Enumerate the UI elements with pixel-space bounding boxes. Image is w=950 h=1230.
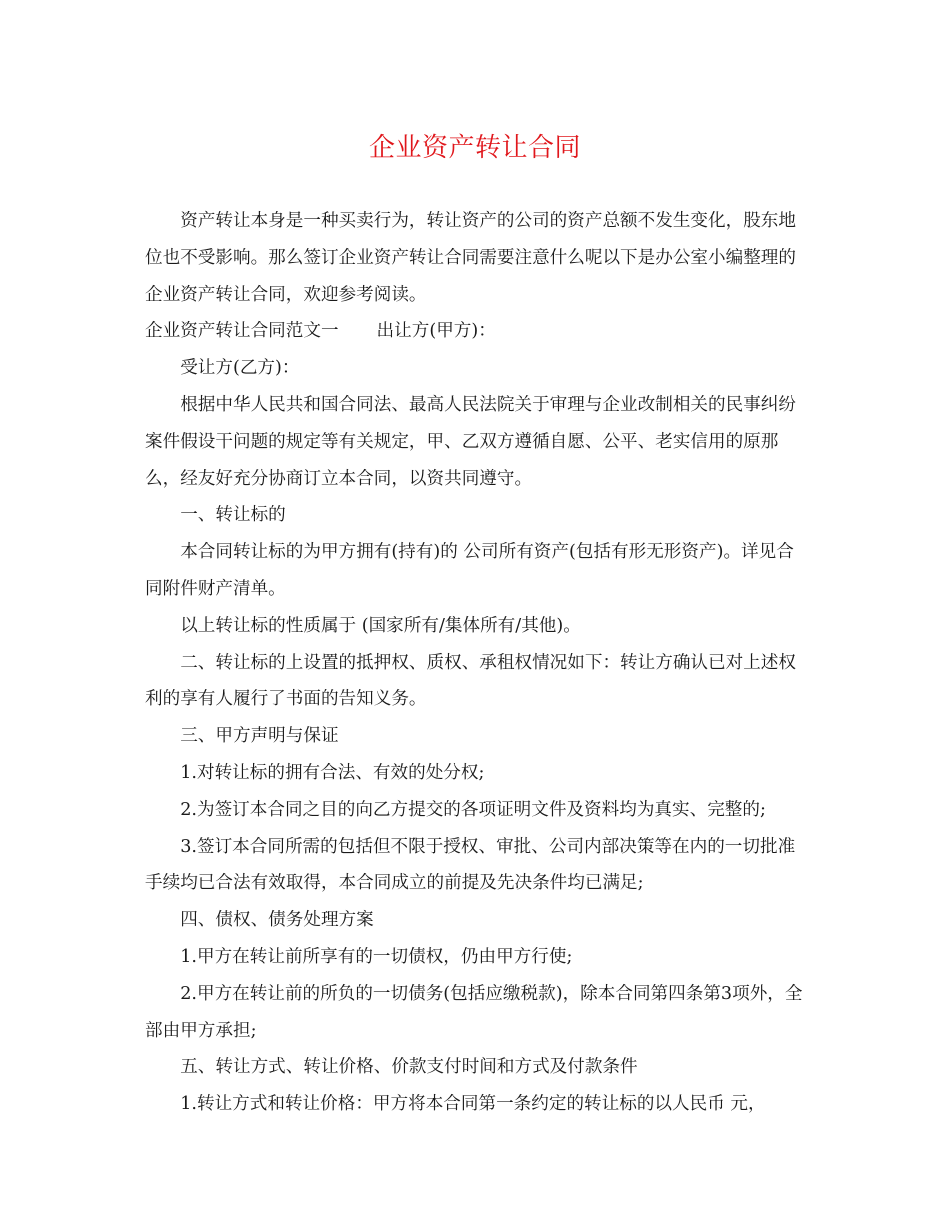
section-paragraph: 三、甲方声明与保证	[180, 726, 339, 747]
section-paragraph: 2.为签订本合同之目的向乙方提交的各项证明文件及资料均为真实、完整的;	[180, 799, 766, 820]
document-body	[145, 203, 805, 1123]
section-paragraph: 2.甲方在转让前的所负的一切债务(包括应缴税款)，除本合同第四条第3项外，全部由甲方承担;	[145, 983, 803, 1041]
section-paragraph: 四、债权、债务处理方案	[180, 910, 374, 931]
section-paragraph: 3.签订本合同所需的包括但不限于授权、审批、公司内部决策等在内的一切批准手续均已合法有效取得，本合同成立的前提及先决条件均已满足;	[145, 836, 796, 894]
preamble-paragraph: 根据中华人民共和国合同法、最高人民法院关于审理与企业改制相关的民事纠纷案件假设干问题的规定等有关规定，甲、乙双方遵循自愿、公平、老实信用的原那么，经友好充分协商订立本合同，以资共同遵守。	[145, 394, 796, 489]
section-paragraph: 本合同转让标的为甲方拥有(持有)的 公司所有资产(包括有形无形资产)。详见合同附件财产清单。	[145, 542, 794, 599]
party-b-label: 受让方(乙方)：	[180, 358, 300, 379]
section-paragraph: 一、转让标的	[180, 505, 286, 526]
party-a-label: 出让方(甲方)：	[376, 321, 496, 342]
section-paragraph: 以上转让标的性质属于 (国家所有/集体所有/其他)。	[180, 615, 581, 636]
section-paragraph: 1.对转让标的拥有合法、有效的处分权;	[180, 762, 485, 783]
sample-heading: 企业资产转让合同范文一	[145, 321, 339, 342]
section-paragraph: 1.转让方式和转让价格：甲方将本合同第一条约定的转让标的以人民币 元，	[180, 1094, 766, 1115]
section-paragraph: 五、转让方式、转让价格、价款支付时间和方式及付款条件	[180, 1057, 638, 1078]
sample-heading-line	[145, 313, 805, 350]
section-paragraph: 1.甲方在转让前所享有的一切债权，仍由甲方行使;	[180, 946, 573, 967]
intro-paragraph: 资产转让本身是一种买卖行为，转让资产的公司的资产总额不发生变化，股东地位也不受影响。那么签订企业资产转让合同需要注意什么呢以下是办公室小编整理的企业资产转让合同，欢迎参考阅读。	[145, 211, 796, 305]
section-paragraph: 二、转让标的上设置的抵押权、质权、承租权情况如下：转让方确认已对上述权利的享有人履行了书面的告知义务。	[145, 652, 796, 710]
document-title: 企业资产转让合同	[368, 133, 581, 163]
